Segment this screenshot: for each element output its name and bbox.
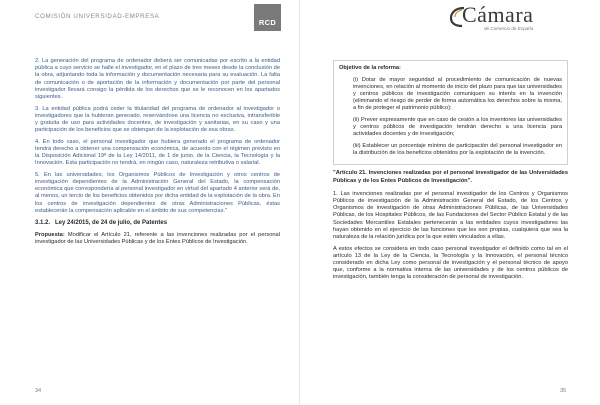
rcd-logo: RCD <box>254 4 281 31</box>
paragraph-4: 4. En todo caso, el personal investigador que hubiera generado el programa de ordenador tendrá derecho a obtener una compensación económica, de acuerdo con el régimen previsto en la Disposición Adicional 19ª de la Ley 14/2011, de 1 de junio, de la Ciencia, la Tecnología y la Innovación. Esta participación no tendrá, en ningún caso, naturaleza retributiva o salarial. <box>35 138 280 167</box>
page-number-left: 34 <box>35 388 42 394</box>
paragraph-3: 3. La entidad pública podrá ceder la titularidad del programa de ordenador al investigador o investigadores que la hubieran generado, reservándose una licencia no exclusiva, intransferible y gratuita de uso para actividades docentes, de investigación y sanitarias, en su caso y una participación de los beneficios que se obtengan de la explotación de esa obras. <box>35 105 280 134</box>
paragraph-2: 2. La generación del programa de ordenador deberá ser comunicadas por escrito a la entidad pública a cuyo servicio se halle el investigador, en el plazo de tres meses desde la conclusión de la obra, adjuntando toda la información y documentación necesaria para su evaluación. La falta de comunicación o de aportación de la información y documentación por parte del personal investigador llevará consigo la pérdida de los derechos que se le reconocen en los apartados siguientes. <box>35 58 280 101</box>
reform-objective-box <box>333 60 568 165</box>
right-body <box>333 60 568 286</box>
camara-subtitle: de Comercio de España <box>484 26 534 31</box>
header-title: COMISIÓN UNIVERSIDAD-EMPRESA <box>35 13 160 20</box>
article-paragraph-2: A estos efectos se considera en todo caso personal investigador el definido como tal en el artículo 13 de la Ley de la Ciencia, la Tecnología y la Innovación, el personal técnico considerado en dicha Ley como personal de investigación y el personal técnico de apoyo que, conforme a la normativa interna de las universidades y de los centros públicos de investigación, también tenga la consideración de personal de investigación. <box>333 245 568 281</box>
proposal <box>35 232 280 246</box>
camara-wordmark: Cámara <box>462 2 534 27</box>
reform-objective-title: Objetivo de la reforma: <box>339 65 401 71</box>
left-body <box>35 58 280 251</box>
proposal-label: Propuesta: <box>35 232 65 239</box>
right-page <box>300 0 600 405</box>
article-paragraph-1: 1. Las invenciones realizadas por el personal investigador de los Centros y Organismos Públicos de investigación de la Administración General del Estado, de los Centros y Organismos de investigación de otras Administraciones Públicas, de las Universidades Públicas, de los Hospitales Públicos, de las Fundaciones del Sector Público Estatal y de las Sociedades Mercantiles Estatales pertenecerán a las entidades cuyos investigadores las hayan obtenido en el ejercicio de las funciones que les son propias, cualquiera que sea la naturaleza de la relación jurídica por la que estén vinculados a ellas. <box>333 190 568 241</box>
objective-item: (i) Dotar de mayor seguridad al procedimiento de comunicación de nuevas invenciones, en relación al momento de inicio del plazo para que las universidades y centros públicos de investigación comuniquen su interés en la invención (eliminando el riesgo de perder de forma automática los derechos sobre la misma, a fin de proteger el patrimonio público); <box>353 76 562 112</box>
paragraph-5: 5. En las universidades, los Organismos Públicos de Investigación y otros centros de investigación dependientes de la Administración General del Estado, la compensación económica que correspondería al personal investigador en virtud del apartado 4 anterior será de, al menos, un tercio de los beneficios obtenidos por dicha entidad de la explotación de la obra. En los centros de investigación dependientes de otras Administraciones Públicas, éstas establecerán la compensación aplicable en el ámbito de sus competencias." <box>35 171 280 214</box>
camara-logo <box>440 2 570 34</box>
proposal-text: Modificar el Artículo 21, referente a las invenciones realizadas por el personal investigador de las Universidades Públicas y de los Entes Públicos de Investigación. <box>35 232 280 246</box>
objective-item: (iii) Establecer un porcentaje mínimo de participación del personal investigador en la distribución de los beneficios obtenidos por la explotación de la invención. <box>353 142 562 156</box>
article-title: "Artículo 21. Invenciones realizadas por el personal investigador de las Universidades Públicas y de los Entes Públicos de Investigación". <box>333 170 568 184</box>
objective-item: (ii) Prever expresamente que en caso de cesión a los inventores las universidades y centros públicos de investigación tendrán derecho a una licencia para actividades docentes y de investigación; <box>353 116 562 138</box>
section-heading: 3.1.2. Ley 24/2015, de 24 de julio, de Patentes <box>35 219 168 226</box>
page-number-right: 35 <box>560 388 567 394</box>
